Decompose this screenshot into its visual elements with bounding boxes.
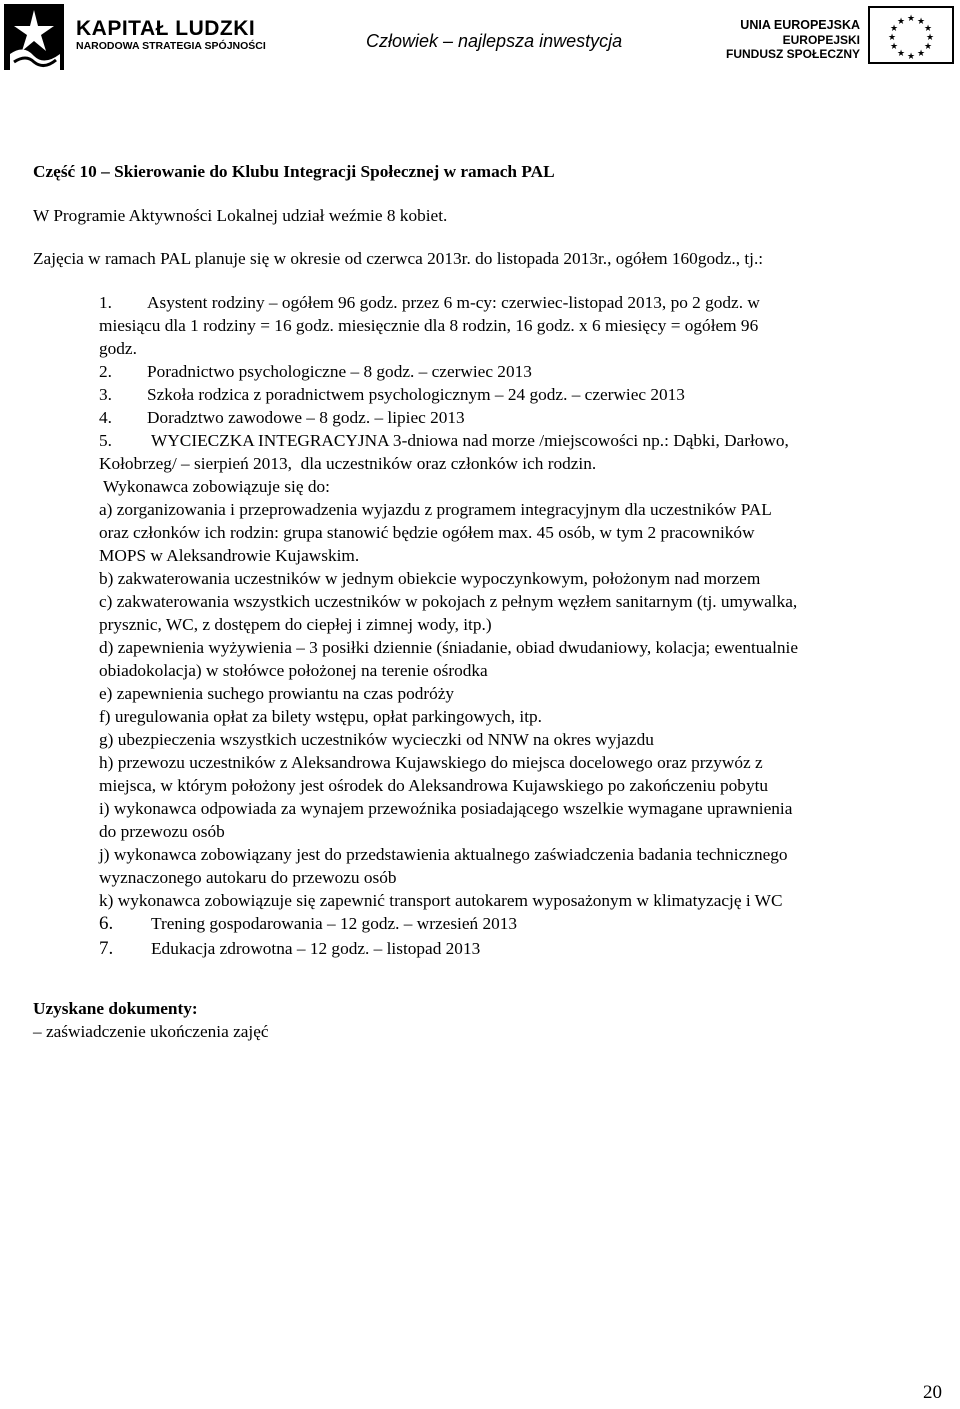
obligation-line: oraz członków ich rodzin: grupa stanowić będzie ogółem max. 45 osób, w tym 2 pracowników <box>99 523 755 542</box>
obligation-line: Wykonawca zobowiązuje się do: <box>99 477 330 496</box>
list-item <box>33 406 933 429</box>
list-item <box>33 937 933 962</box>
documents-item: – zaświadczenie ukończenia zajęć <box>33 1022 269 1041</box>
list-item <box>33 429 933 475</box>
logo-subtitle: NARODOWA STRATEGIA SPÓJNOŚCI <box>76 40 266 52</box>
eu-line-1: UNIA EUROPEJSKA <box>740 18 860 32</box>
list-item-line: WYCIECZKA INTEGRACYJNA 3-dniowa nad morze /miejscowości np.: Dąbki, Darłowo, <box>147 431 789 450</box>
obligation-line: obiadokolacja) w stołówce położonej na terenie ośrodka <box>99 661 488 680</box>
intro-paragraph-2: Zajęcia w ramach PAL planuje się w okresie od czerwca 2013r. do listopada 2013r., ogółem 160godz., tj.: <box>33 249 764 268</box>
document-body <box>33 160 933 1043</box>
contractor-obligations <box>33 475 933 912</box>
list-item <box>33 360 933 383</box>
documents-heading: Uzyskane dokumenty: <box>33 999 198 1018</box>
list-item-line: Asystent rodziny – ogółem 96 godz. przez 6 m-cy: czerwiec-listopad 2013, po 2 godz. w <box>147 293 760 312</box>
svg-text:★: ★ <box>906 14 916 24</box>
obligation-line: b) zakwaterowania uczestników w jednym obiekcie wypoczynkowym, położonym nad morzem <box>99 569 761 588</box>
list-item <box>33 291 933 360</box>
obligation-line: c) zakwaterowania wszystkich uczestników w pokojach z pełnym węzłem sanitarnym (tj. umywalka, <box>99 592 798 611</box>
obligation-line: e) zapewnienia suchego prowiantu na czas podróży <box>99 684 455 703</box>
svg-text:★: ★ <box>889 42 899 52</box>
section-title: Część 10 – Skierowanie do Klubu Integracji Społecznej w ramach PAL <box>33 162 555 181</box>
svg-text:★: ★ <box>896 49 906 59</box>
list-item <box>33 383 933 406</box>
obligation-line: g) ubezpieczenia wszystkich uczestników wycieczki od NNW na okres wyjazdu <box>99 730 654 749</box>
list-item-number: 1. <box>99 293 112 312</box>
obligation-line: prysznic, WC, z dostępem do ciepłej i zimnej wody, itp.) <box>99 615 492 634</box>
list-item-line: godz. <box>99 339 137 358</box>
eu-wordmark <box>726 18 860 62</box>
obligation-line: h) przewozu uczestników z Aleksandrowa Kujawskiego do miejsca docelowego oraz przywóz z <box>99 753 763 772</box>
svg-text:★: ★ <box>923 24 933 34</box>
list-item-line: Doradztwo zawodowe – 8 godz. – lipiec 2013 <box>147 408 465 427</box>
obligation-line: a) zorganizowania i przeprowadzenia wyjazdu z programem integracyjnym dla uczestników PAL <box>99 500 772 519</box>
svg-text:★: ★ <box>916 49 926 59</box>
list-item-line: Edukacja zdrowotna – 12 godz. – listopad 2013 <box>151 939 481 958</box>
list-item-number: 2. <box>99 362 112 381</box>
obligation-line: i) wykonawca odpowiada za wynajem przewoźnika posiadającego wszelkie wymagane uprawnienia <box>99 799 793 818</box>
header-motto: Człowiek – najlepsza inwestycja <box>366 31 623 51</box>
list-item <box>33 912 933 937</box>
svg-text:★: ★ <box>887 33 897 43</box>
list-item-number: 5. <box>99 431 112 450</box>
list-item-number: 4. <box>99 408 112 427</box>
svg-text:★: ★ <box>923 42 933 52</box>
obligation-line: MOPS w Aleksandrowie Kujawskim. <box>99 546 360 565</box>
page-number: 20 <box>923 1382 942 1403</box>
svg-text:★: ★ <box>896 17 906 27</box>
svg-text:★: ★ <box>906 52 916 62</box>
list-item-number: 3. <box>99 385 112 404</box>
list-item-line: miesiącu dla 1 rodziny = 16 godz. miesięcznie dla 8 rodzin, 16 godz. x 6 miesięcy = ogółem 96 <box>99 316 759 335</box>
page-header <box>0 0 960 80</box>
activity-list <box>33 291 933 962</box>
list-item-line: Poradnictwo psychologiczne – 8 godz. – czerwiec 2013 <box>147 362 532 381</box>
kapital-ludzki-wordmark <box>76 18 266 52</box>
list-item-line: Trening gospodarowania – 12 godz. – wrzesień 2013 <box>151 914 518 933</box>
kapital-ludzki-logo-icon <box>4 4 64 70</box>
list-item-line: Szkoła rodzica z poradnictwem psychologicznym – 24 godz. – czerwiec 2013 <box>147 385 685 404</box>
intro-paragraph-1: W Programie Aktywności Lokalnej udział weźmie 8 kobiet. <box>33 206 448 225</box>
obligation-line: d) zapewnienia wyżywienia – 3 posiłki dziennie (śniadanie, obiad dwudaniowy, kolacja; ewentualnie <box>99 638 799 657</box>
list-item-number: 7. <box>99 938 114 959</box>
obligation-line: miejsca, w którym położony jest ośrodek do Aleksandrowa Kujawskiego po zakończeniu pobytu <box>99 776 769 795</box>
eu-line-2: EUROPEJSKI <box>782 32 860 47</box>
obligation-line: do przewozu osób <box>99 822 225 841</box>
svg-text:★: ★ <box>916 17 926 27</box>
obligation-line: k) wykonawca zobowiązuje się zapewnić transport autokarem wyposażonym w klimatyzację i WC <box>99 891 783 910</box>
obligation-line: j) wykonawca zobowiązany jest do przedstawienia aktualnego zaświadczenia badania technicznego <box>99 845 788 864</box>
list-item-line: Kołobrzeg/ – sierpień 2013, dla uczestników oraz członków ich rodzin. <box>99 454 597 473</box>
svg-text:★: ★ <box>925 33 935 43</box>
logo-title: KAPITAŁ LUDZKI <box>76 17 256 40</box>
list-item-number: 6. <box>99 913 114 934</box>
svg-text:★: ★ <box>889 24 899 34</box>
eu-line-3: FUNDUSZ SPOŁECZNY <box>725 47 860 61</box>
eu-flag-icon <box>868 6 954 64</box>
obligation-line: f) uregulowania opłat za bilety wstępu, opłat parkingowych, itp. <box>99 707 542 726</box>
obligation-line: wyznaczonego autokaru do przewozu osób <box>99 868 397 887</box>
